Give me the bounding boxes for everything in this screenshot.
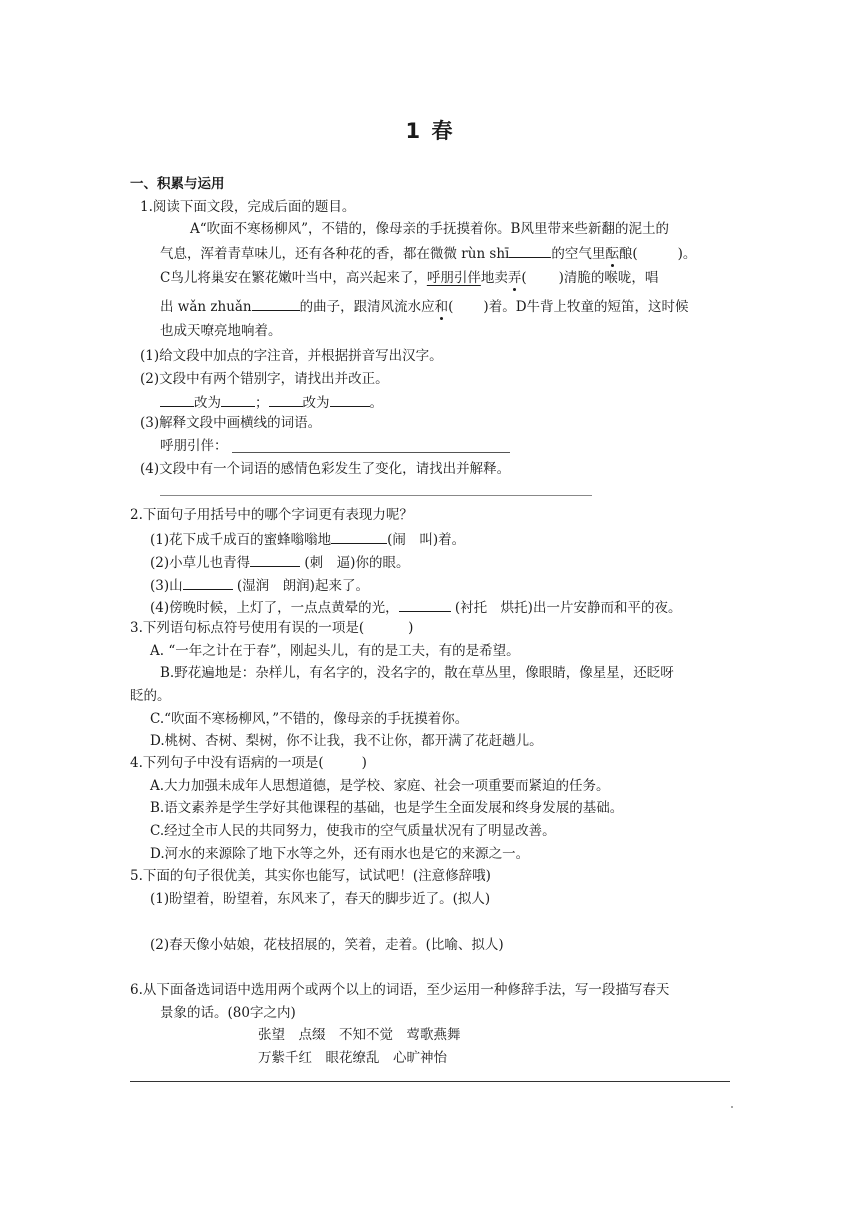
answer-blank[interactable] <box>269 392 303 407</box>
q3-option-d: D.桃树、杏树、梨树，你不让我，我不让你，都开满了花赶趟儿。 <box>150 733 543 749</box>
dotted-char: 弄 <box>507 270 522 286</box>
pinyin-text: 出 wǎn zhuǎn <box>160 299 252 315</box>
q6-stem: 6.从下面备选词语中选用两个或两个以上的词语，至少运用一种修辞手法，写一段描写春天 <box>130 982 670 998</box>
q3-option-b-cont: 眨的。 <box>130 688 171 704</box>
page-title: 1 春 <box>405 119 455 143</box>
q6-stem-cont: 景象的话。(80字之内) <box>160 1005 296 1021</box>
underlined-word: 呼朋引伴 <box>426 270 481 286</box>
dotted-char: 和 <box>434 299 449 315</box>
answer-line[interactable] <box>232 452 510 453</box>
q2-item-4: (4)傍晚时候，上灯了，一点点黄晕的光， (衬托 烘托)出一片安静而和平的夜。 <box>150 597 681 617</box>
writing-line[interactable] <box>130 1081 730 1082</box>
section-heading: 一、积累与运用 <box>130 176 225 192</box>
q1-sub-4: (4)文段中有一个词语的感情色彩发生了变化，请找出并解释。 <box>140 461 511 477</box>
answer-blank[interactable] <box>330 392 370 407</box>
q4-option-c: C.经过全市人民的共同努力，使我市的空气质量状况有了明显改善。 <box>150 823 556 839</box>
answer-blank[interactable] <box>183 575 233 590</box>
q1-sub-3-label: 呼朋引伴： <box>160 438 228 454</box>
q2-item-2: (2)小草儿也青得 (刺 逼)你的眼。 <box>150 552 409 572</box>
q3-option-b: B.野花遍地是：杂样儿，有名字的，没名字的，散在草丛里，像眼睛，像星星，还眨呀 <box>160 665 674 681</box>
dotted-char: 酝 <box>605 246 619 262</box>
q1-passage-line-5: 也成天嘹亮地响着。 <box>160 323 282 339</box>
answer-blank[interactable] <box>252 296 300 311</box>
answer-blank[interactable] <box>399 597 451 612</box>
q4-option-d: D.河水的来源除了地下水等之外，还有雨水也是它的来源之一。 <box>150 846 530 862</box>
q5-item-2: (2)春天像小姑娘，花枝招展的，笑着，走着。(比喻、拟人) <box>150 937 504 953</box>
q1-sub-2-answer: 改为 ； 改为 。 <box>160 392 383 412</box>
page-mark <box>731 1106 733 1108</box>
q1-sub-2: (2)文段中有两个错别字，请找出并改正。 <box>140 371 389 387</box>
q6-word-bank-1: 张望 点缀 不知不觉 莺歌燕舞 <box>258 1027 461 1043</box>
q1-passage-line-3: C鸟儿将巢安在繁花嫩叶当中，高兴起来了，呼朋引伴地卖弄( )清脆的喉咙，唱 <box>160 270 659 286</box>
q3-option-a: A. “一年之计在于春”，刚起头儿，有的是工夫，有的是希望。 <box>150 643 520 659</box>
answer-blank[interactable] <box>250 552 300 567</box>
answer-line[interactable] <box>160 495 592 496</box>
q1-passage-line-1: A“吹面不寒杨柳风”，不错的，像母亲的手抚摸着你。B风里带来些新翻的泥土的 <box>190 221 669 237</box>
q2-stem: 2.下面句子用括号中的哪个字词更有表现力呢？ <box>130 507 413 523</box>
q4-option-b: B.语文素养是学生学好其他课程的基础，也是学生全面发展和终身发展的基础。 <box>150 800 624 816</box>
q4-stem: 4.下列句子中没有语病的一项是( ) <box>130 755 367 771</box>
q5-stem: 5.下面的句子很优美，其实你也能写，试试吧！(注意修辞哦) <box>130 868 491 884</box>
q6-word-bank-2: 万紫千红 眼花缭乱 心旷神怡 <box>258 1050 447 1066</box>
q1-sub-1: (1)给文段中加点的字注音，并根据拼音写出汉字。 <box>140 348 443 364</box>
q3-option-c: C.“吹面不寒杨柳风，”不错的，像母亲的手抚摸着你。 <box>150 711 469 727</box>
q2-item-1: (1)花下成千成百的蜜蜂嗡嗡地 (闹 叫)着。 <box>150 529 465 549</box>
answer-blank[interactable] <box>509 243 551 258</box>
answer-blank[interactable] <box>160 392 194 407</box>
answer-blank[interactable] <box>331 529 387 544</box>
q1-passage-line-2: 气息，浑着青草味儿，还有各种花的香，都在微微 rùn shī 的空气里酝酿( )。 <box>160 243 696 263</box>
q1-stem: 1.阅读下面文段，完成后面的题目。 <box>140 199 356 215</box>
q1-passage-line-4: 出 wǎn zhuǎn 的曲子，跟清风流水应和( )着。D牛背上牧童的短笛，这时候 <box>160 296 689 316</box>
pinyin-text: 气息，浑着青草味儿，还有各种花的香，都在微微 rùn shī <box>160 246 510 262</box>
q1-sub-3: (3)解释文段中画横线的词语。 <box>140 415 322 431</box>
answer-blank[interactable] <box>221 392 255 407</box>
q4-option-a: A.大力加强未成年人思想道德，是学校、家庭、社会一项重要而紧迫的任务。 <box>150 778 610 794</box>
q5-item-1: (1)盼望着，盼望着，东风来了，春天的脚步近了。(拟人) <box>150 891 491 907</box>
q2-item-3: (3)山 (湿润 朗润)起来了。 <box>150 575 369 595</box>
q3-stem: 3.下列语句标点符号使用有误的一项是( ) <box>130 620 414 636</box>
